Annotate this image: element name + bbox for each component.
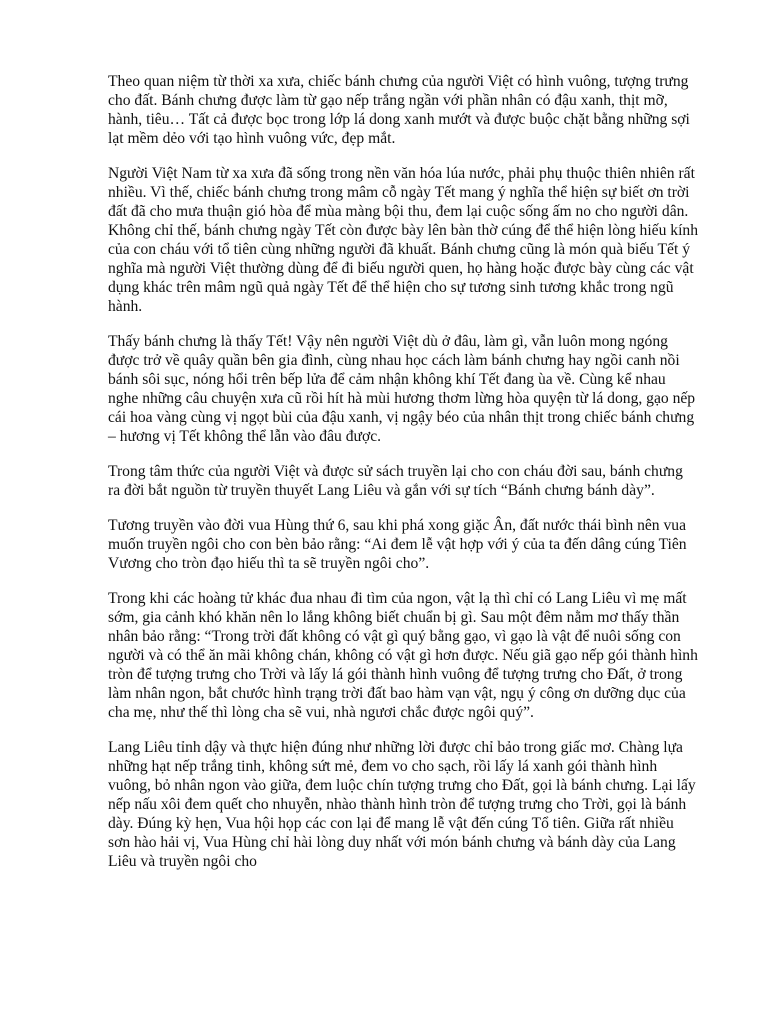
document-body — [108, 72, 698, 887]
paragraph-6: Trong khi các hoàng tử khác đua nhau đi tìm của ngon, vật lạ thì chỉ có Lang Liêu vì mẹ mất sớm, gia cảnh khó khăn nên lo lắng không biết chuẩn bị gì. Sau một đêm nằm mơ thấy thần nhân bảo rằng: “Trong trời đất không có vật gì quý bằng gạo, vì gạo là vật để nuôi sống con người và có thể ăn mãi không chán, không có vật gì hơn được. Nếu giã gạo nếp gói thành hình tròn để tượng trưng cho Trời và lấy lá gói thành hình vuông để tượng trưng cho Đất, ở trong làm nhân ngon, bắt chước hình trạng trời đất bao hàm vạn vật, ngụ ý công ơn dưỡng dục của cha mẹ, như thế thì lòng cha sẽ vui, nhà ngươi chắc được ngôi quý”. — [108, 590, 698, 721]
paragraph-5: Tương truyền vào đời vua Hùng thứ 6, sau khi phá xong giặc Ân, đất nước thái bình nên vua muốn truyền ngôi cho con bèn bảo rằng: “Ai đem lễ vật hợp với ý của ta đến dâng cúng Tiên Vương cho tròn đạo hiếu thì ta sẽ truyền ngôi cho”. — [108, 517, 687, 572]
paragraph-1: Theo quan niệm từ thời xa xưa, chiếc bánh chưng của người Việt có hình vuông, tượng trưng cho đất. Bánh chưng được làm từ gạo nếp trắng ngần với phần nhân có đậu xanh, thịt mỡ, hành, tiêu… Tất cả được bọc trong lớp lá dong xanh mướt và được buộc chặt bằng những sợi lạt mềm dẻo với tạo hình vuông vức, đẹp mắt. — [108, 73, 690, 147]
paragraph-2: Người Việt Nam từ xa xưa đã sống trong nền văn hóa lúa nước, phải phụ thuộc thiên nhiên rất nhiều. Vì thế, chiếc bánh chưng trong mâm cỗ ngày Tết mang ý nghĩa thể hiện sự biết ơn trời đất đã cho mưa thuận gió hòa để mùa màng bội thu, đem lại cuộc sống ấm no cho người dân. Không chỉ thế, bánh chưng ngày Tết còn được bày lên bàn thờ cúng để thể hiện lòng hiếu kính của con cháu với tổ tiên cùng những người đã khuất. Bánh chưng cũng là món quà biếu Tết ý nghĩa mà người Việt thường dùng để đi biếu người quen, họ hàng hoặc được bày cùng các vật dụng khác trên mâm ngũ quả ngày Tết để thể hiện cho sự tương sinh tương khắc trong ngũ hành. — [108, 165, 699, 315]
paragraph-4: Trong tâm thức của người Việt và được sử sách truyền lại cho con cháu đời sau, bánh chưng ra đời bắt nguồn từ truyền thuyết Lang Liêu và gắn với sự tích “Bánh chưng bánh dày”. — [108, 463, 683, 499]
paragraph-7: Lang Liêu tỉnh dậy và thực hiện đúng như những lời được chỉ bảo trong giấc mơ. Chàng lựa những hạt nếp trắng tinh, không sứt mẻ, đem vo cho sạch, rồi lấy lá xanh gói thành hình vuông, bỏ nhân ngon vào giữa, đem luộc chín tượng trưng cho Đất, gọi là bánh chưng. Lại lấy nếp nấu xôi đem quết cho nhuyễn, nhào thành hình tròn để tượng trưng cho Trời, gọi là bánh dày. Đúng kỳ hẹn, Vua hội họp các con lại để mang lễ vật đến cúng Tổ tiên. Giữa rất nhiều sơn hào hải vị, Vua Hùng chỉ hài lòng duy nhất với món bánh chưng và bánh dày của Lang Liêu và truyền ngôi cho — [108, 739, 696, 870]
paragraph-3: Thấy bánh chưng là thấy Tết! Vậy nên người Việt dù ở đâu, làm gì, vẫn luôn mong ngóng được trở về quây quần bên gia đình, cùng nhau học cách làm bánh chưng hay ngồi canh nồi bánh sôi sục, nóng hổi trên bếp lửa để cảm nhận không khí Tết đang ùa về. Cùng kể nhau nghe những câu chuyện xưa cũ rồi hít hà mùi hương thơm lừng hòa quyện từ lá dong, gạo nếp cái hoa vàng cùng vị ngọt bùi của đậu xanh, vị ngậy béo của nhân thịt trong chiếc bánh chưng – hương vị Tết không thể lẫn vào đâu được. — [108, 333, 696, 445]
